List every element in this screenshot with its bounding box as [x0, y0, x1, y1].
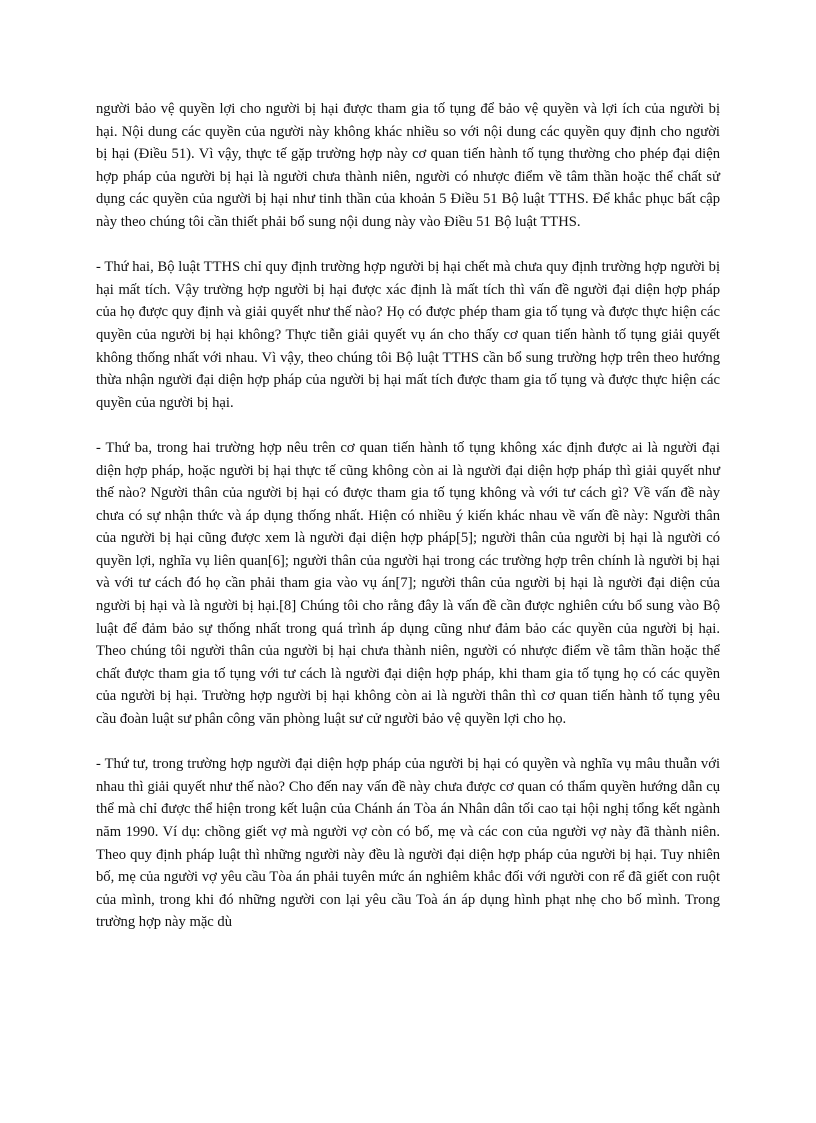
paragraph-1: người bảo vệ quyền lợi cho người bị hại được tham gia tố tụng để bảo vệ quyền và lợi ích của người bị hại. Nội dung các quyền của người này không khác nhiều so với nội dung các quyền quy định cho người bị hại (Điều 51). Vì vậy, thực tế gặp trường hợp này cơ quan tiến hành tố tụng thường cho phép đại diện hợp pháp của người bị hại là người chưa thành niên, người có nhược điểm về tâm thần hoặc thể chất sử dụng các quyền của người bị hại như tinh thần của khoản 5 Điều 51 Bộ luật TTHS. Để khắc phục bất cập này theo chúng tôi cần thiết phải bổ sung nội dung này vào Điều 51 Bộ luật TTHS.	[96, 101, 720, 230]
paragraph-3: - Thứ ba, trong hai trường hợp nêu trên cơ quan tiến hành tố tụng không xác định được ai là người đại diện hợp pháp, hoặc người bị hại thực tế cũng không còn ai là người đại diện hợp pháp thì giải quyết như thế nào? Người thân của người bị hại có được tham gia tố tụng không và với tư cách gì? Về vấn đề này chưa có sự nhận thức và áp dụng thống nhất. Hiện có nhiều ý kiến khác nhau về vấn đề này: Người thân của người bị hại cũng được xem là người đại diện hợp pháp[5]; người thân của người bị hại là người có quyền lợi, nghĩa vụ liên quan[6]; người thân của người hại trong các trường hợp trên chính là người bị hại và với tư cách đó họ cần phải tham gia vào vụ án[7]; người thân của người bị hại là người đại diện của người bị hại và là người bị hại.[8] Chúng tôi cho rằng đây là vấn đề cần được nghiên cứu bổ sung vào Bộ luật để đảm bảo sự thống nhất trong quá trình áp dụng cũng như đảm bảo các quyền của người bị hại. Theo chúng tôi người thân của người bị hại chưa thành niên, người có nhược điểm về tâm thần hoặc thể chất được tham gia tố tụng với tư cách là người đại diện hợp pháp, khi tham gia tố tụng họ có các quyền của người bị hại. Trường hợp người bị hại không còn ai là người thân thì cơ quan tiến hành tố tụng yêu cầu đoàn luật sư phân công văn phòng luật sư cử người bảo vệ quyền lợi cho họ.	[96, 439, 720, 728]
paragraph-2: - Thứ hai, Bộ luật TTHS chỉ quy định trường hợp người bị hại chết mà chưa quy định trường hợp người bị hại mất tích. Vậy trường hợp người bị hại được xác định là mất tích thì vấn đề người đại diện hợp pháp của họ được quy định và giải quyết như thế nào? Họ có được phép tham gia tố tụng và được thực hiện các quyền của người bị hại không? Thực tiễn giải quyết vụ án cho thấy cơ quan tiến hành tố tụng giải quyết không thống nhất với nhau. Vì vậy, theo chúng tôi Bộ luật TTHS cần bổ sung trường hợp trên theo hướng thừa nhận người đại diện hợp pháp của người bị hại mất tích được tham gia tố tụng và được thực hiện các quyền của người bị hại.	[96, 259, 720, 411]
paragraph-4: - Thứ tư, trong trường hợp người đại diện hợp pháp của người bị hại có quyền và nghĩa vụ mâu thuẫn với nhau thì giải quyết như thế nào? Cho đến nay vấn đề này chưa được cơ quan có thẩm quyền hướng dẫn cụ thể mà chỉ được thể hiện trong kết luận của Chánh án Tòa án Nhân dân tối cao tại hội nghị tổng kết ngành năm 1990. Ví dụ: chồng giết vợ mà người vợ còn có bố, mẹ và các con của người vợ này đã thành niên. Theo quy định pháp luật thì những người này đều là người đại diện hợp pháp của người bị hại. Tuy nhiên bố, mẹ của người vợ yêu cầu Tòa án phải tuyên mức án nghiêm khắc đối với người con rể đã giết con ruột của mình, trong khi đó những người con lại yêu cầu Toà án áp dụng hình phạt nhẹ cho bố mình. Trong trường hợp này mặc dù	[96, 756, 720, 931]
document-page	[96, 98, 720, 934]
